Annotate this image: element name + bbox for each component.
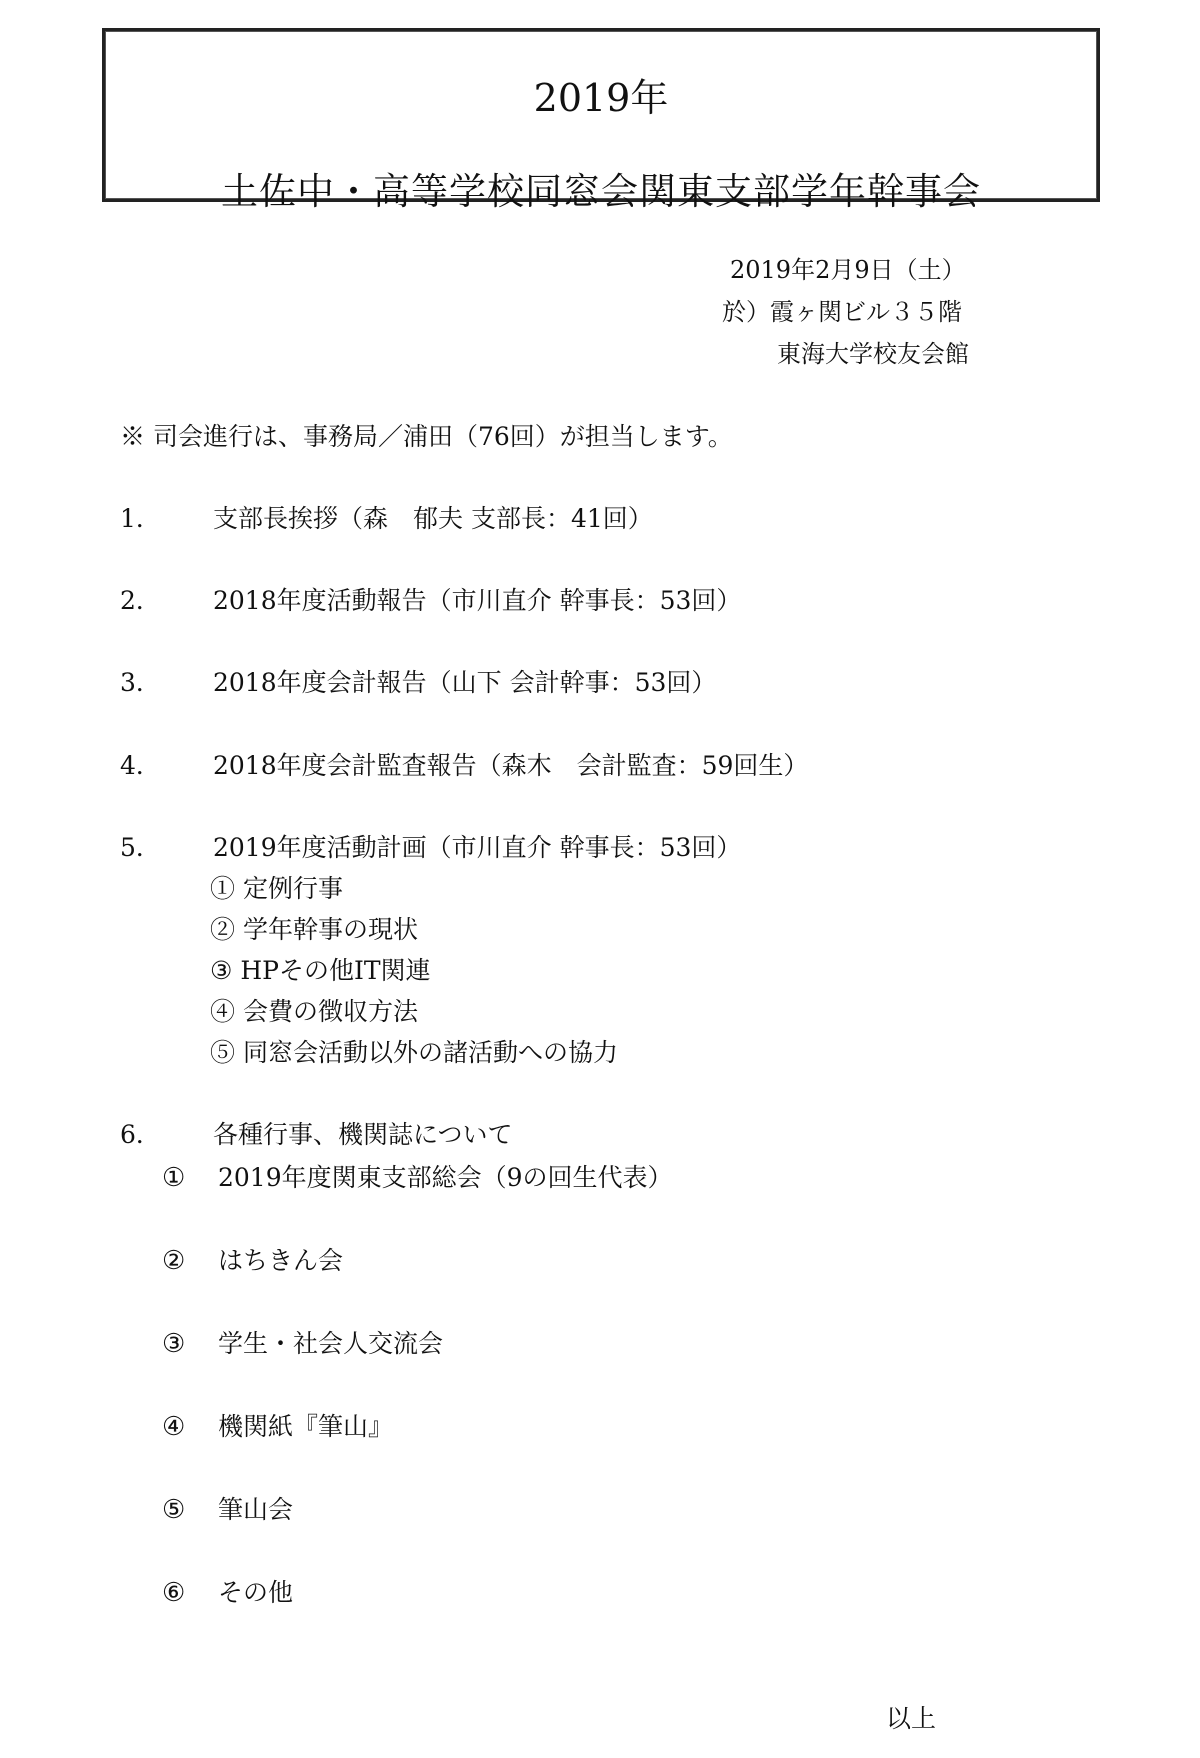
plan-item-2: ② 学年幹事の現状 xyxy=(210,915,418,944)
agenda-item-4: 2018年度会計監査報告（森木 会計監査：59回生） xyxy=(213,751,809,780)
event-item-5-mark: ⑤ xyxy=(162,1495,186,1525)
event-item-6-mark: ⑥ xyxy=(162,1578,186,1608)
event-item-3: 学生・社会人交流会 xyxy=(218,1329,444,1358)
event-item-4-mark: ④ xyxy=(162,1412,186,1442)
event-item-5: 筆山会 xyxy=(218,1495,294,1524)
event-item-1-mark: ① xyxy=(162,1163,186,1193)
meeting-date: 2019年2月9日（土） xyxy=(730,256,966,284)
plan-item-1: ① 定例行事 xyxy=(210,874,343,903)
meeting-hall: 東海大学校友会館 xyxy=(777,340,969,368)
event-item-1: 2019年度関東支部総会（9の回生代表） xyxy=(218,1163,673,1192)
event-item-6: その他 xyxy=(218,1578,294,1607)
document-title: 土佐中・高等学校同窓会関東支部学年幹事会 xyxy=(221,170,981,213)
agenda-number-4: 4． xyxy=(120,751,161,780)
agenda-item-1: 支部長挨拶（森 郁夫 支部長：41回） xyxy=(213,504,653,533)
plan-item-4: ④ 会費の徴収方法 xyxy=(210,997,418,1026)
event-item-2: はちきん会 xyxy=(218,1246,344,1275)
agenda-number-3: 3． xyxy=(120,668,161,697)
closing-mark: 以上 xyxy=(886,1704,937,1733)
event-item-2-mark: ② xyxy=(162,1246,186,1276)
event-item-3-mark: ③ xyxy=(162,1329,186,1359)
agenda-item-3: 2018年度会計報告（山下 会計幹事：53回） xyxy=(213,668,717,697)
meeting-venue: 於）霞ヶ関ビル３５階 xyxy=(722,298,962,326)
title-year: 2019年 xyxy=(533,76,669,120)
event-item-4: 機関紙『筆山』 xyxy=(218,1412,394,1441)
plan-item-5: ⑤ 同窓会活動以外の諸活動への協力 xyxy=(210,1038,618,1067)
plan-item-3: ③ HPその他IT関連 xyxy=(210,956,431,985)
agenda-number-1: 1． xyxy=(120,504,161,533)
agenda-item-2: 2018年度活動報告（市川直介 幹事長：53回） xyxy=(213,586,742,615)
title-box xyxy=(102,28,1100,213)
moderator-note: ※ 司会進行は、事務局／浦田（76回）が担当します。 xyxy=(120,422,733,451)
agenda-number-5: 5． xyxy=(120,833,161,862)
agenda-number-2: 2． xyxy=(120,586,161,615)
agenda-number-6: 6． xyxy=(120,1120,161,1149)
agenda-item-5: 2019年度活動計画（市川直介 幹事長：53回） xyxy=(213,833,742,862)
agenda-item-6: 各種行事、機関誌について xyxy=(213,1120,513,1149)
